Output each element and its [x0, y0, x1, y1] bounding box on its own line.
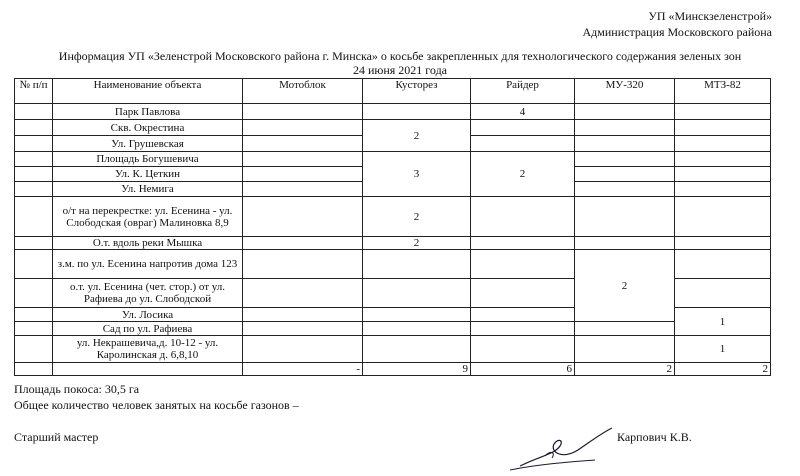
cell-motoblok: [243, 336, 363, 363]
cell-kustorez: 2: [363, 120, 471, 152]
cell-raider: [471, 322, 575, 336]
totals-row: [15, 363, 771, 376]
mowing-table: [14, 78, 771, 376]
cell-kustorez: 3: [363, 152, 471, 197]
total-raider: 6: [471, 363, 575, 376]
object-name: Ул. Лосика: [53, 308, 243, 322]
row-number: [15, 322, 53, 336]
object-name: Ул. К. Цеткин: [53, 167, 243, 182]
cell-motoblok: [243, 104, 363, 120]
object-name: Площадь Богушевича: [53, 152, 243, 167]
title-date: 24 июня 2021 года: [352, 63, 448, 77]
cell-raider: [471, 250, 575, 279]
cell-mu320: [575, 167, 675, 182]
row-number: [15, 182, 53, 197]
row-number: [15, 336, 53, 363]
cell-kustorez: 2: [363, 197, 471, 237]
cell-motoblok: [243, 322, 363, 336]
signer-position: Старший мастер: [14, 430, 99, 444]
cell-mtz82: [675, 167, 771, 182]
cell-motoblok: [243, 308, 363, 322]
cell-mu320: 2: [575, 250, 675, 322]
cell-mu320: [575, 120, 675, 136]
col-header-number: № п/п: [15, 79, 53, 104]
cell-kustorez: [363, 308, 471, 322]
cell-mtz82: 1: [675, 308, 771, 336]
col-header-mu320: МУ-320: [575, 79, 675, 104]
cell-mu320: [575, 182, 675, 197]
object-name: Ул. Немига: [53, 182, 243, 197]
cell-mtz82: [675, 182, 771, 197]
row-number: [15, 250, 53, 279]
cell-motoblok: [243, 152, 363, 167]
cell-motoblok: [243, 120, 363, 136]
org-district: Администрация Московского района: [582, 25, 772, 39]
object-name: о.т. ул. Есенина (чет. стор.) от ул. Рафиева до ул. Слободской: [53, 279, 243, 308]
cell-kustorez: [363, 279, 471, 308]
cell-mtz82: [675, 104, 771, 120]
cell-mu320: [575, 197, 675, 237]
row-number: [15, 120, 53, 136]
cell-mtz82: [675, 237, 771, 250]
cell-mtz82: [675, 250, 771, 279]
object-name: О.т. вдоль реки Мышка: [53, 237, 243, 250]
cell-mu320: [575, 237, 675, 250]
cell-motoblok: [243, 250, 363, 279]
table-row: [15, 104, 771, 120]
cell-raider: 2: [471, 152, 575, 197]
col-header-kustorez: Кусторез: [363, 79, 471, 104]
cell-kustorez: [363, 250, 471, 279]
cell-raider: [471, 197, 575, 237]
table-row: [15, 152, 771, 167]
total-mtz82: 2: [675, 363, 771, 376]
mowing-area: Площадь покоса: 30,5 га: [14, 382, 140, 396]
total-motoblok: -: [243, 363, 363, 376]
cell-raider: [471, 308, 575, 322]
object-name: ул. Некрашевича,д. 10-12 - ул. Каролинская д. 6,8,10: [53, 336, 243, 363]
col-header-motoblok: Мотоблок: [243, 79, 363, 104]
row-number: [15, 237, 53, 250]
object-name: Скв. Окрестина: [53, 120, 243, 136]
row-number: [15, 136, 53, 152]
row-number: [15, 279, 53, 308]
object-name: з.м. по ул. Есенина напротив дома 123: [53, 250, 243, 279]
table-row: [15, 336, 771, 363]
col-header-raider: Райдер: [471, 79, 575, 104]
cell-motoblok: [243, 167, 363, 182]
signature-image: [500, 426, 620, 471]
signer-name: Карпович К.В.: [617, 430, 692, 444]
organization-header: [582, 8, 772, 40]
table-row: [15, 322, 771, 336]
cell-mtz82: [675, 152, 771, 167]
object-name: Сад по ул. Рафиева: [53, 322, 243, 336]
cell-mtz82: [675, 136, 771, 152]
cell-mu320: [575, 336, 675, 363]
total-kustorez: 9: [363, 363, 471, 376]
object-name: о/т на перекрестке: ул. Есенина - ул. Слободская (овраг) Малиновка 8,9: [53, 197, 243, 237]
table-row: [15, 197, 771, 237]
cell-kustorez: [363, 322, 471, 336]
total-mu320: 2: [575, 363, 675, 376]
object-name: Ул. Грушевская: [53, 136, 243, 152]
cell-motoblok: [243, 182, 363, 197]
table-row: [15, 237, 771, 250]
col-header-object: Наименование объекта: [53, 79, 243, 104]
cell-kustorez: [363, 104, 471, 120]
row-number: [15, 197, 53, 237]
table-header-row: [15, 79, 771, 104]
cell-motoblok: [243, 279, 363, 308]
table-row: [15, 250, 771, 279]
people-count: Общее количество человек занятых на косьбе газонов –: [14, 398, 299, 412]
row-number: [15, 167, 53, 182]
cell-raider: [471, 336, 575, 363]
row-number: [15, 308, 53, 322]
cell-raider: 4: [471, 104, 575, 120]
cell-mtz82: [675, 120, 771, 136]
cell-mtz82: [675, 197, 771, 237]
cell-motoblok: [243, 237, 363, 250]
totals-label: [53, 363, 243, 376]
cell-raider: [471, 120, 575, 136]
cell-mu320: [575, 322, 675, 336]
row-number: [15, 363, 53, 376]
document-title: [0, 49, 800, 77]
title-line: Информация УП «Зеленстрой Московского района г. Минска» о косьбе закрепленных для технологического содержания зеленых зон: [58, 49, 742, 63]
cell-mu320: [575, 104, 675, 120]
row-number: [15, 104, 53, 120]
object-name: Парк Павлова: [53, 104, 243, 120]
col-header-mtz82: МТЗ-82: [675, 79, 771, 104]
row-number: [15, 152, 53, 167]
cell-mu320: [575, 152, 675, 167]
cell-motoblok: [243, 197, 363, 237]
cell-motoblok: [243, 136, 363, 152]
cell-kustorez: [363, 336, 471, 363]
cell-raider: [471, 279, 575, 308]
cell-mu320: [575, 136, 675, 152]
cell-raider: [471, 136, 575, 152]
cell-mtz82: 1: [675, 336, 771, 363]
org-name: УП «Минскзеленстрой»: [648, 9, 772, 23]
table-row: [15, 120, 771, 136]
cell-raider: [471, 237, 575, 250]
cell-mtz82: [675, 279, 771, 308]
cell-kustorez: 2: [363, 237, 471, 250]
